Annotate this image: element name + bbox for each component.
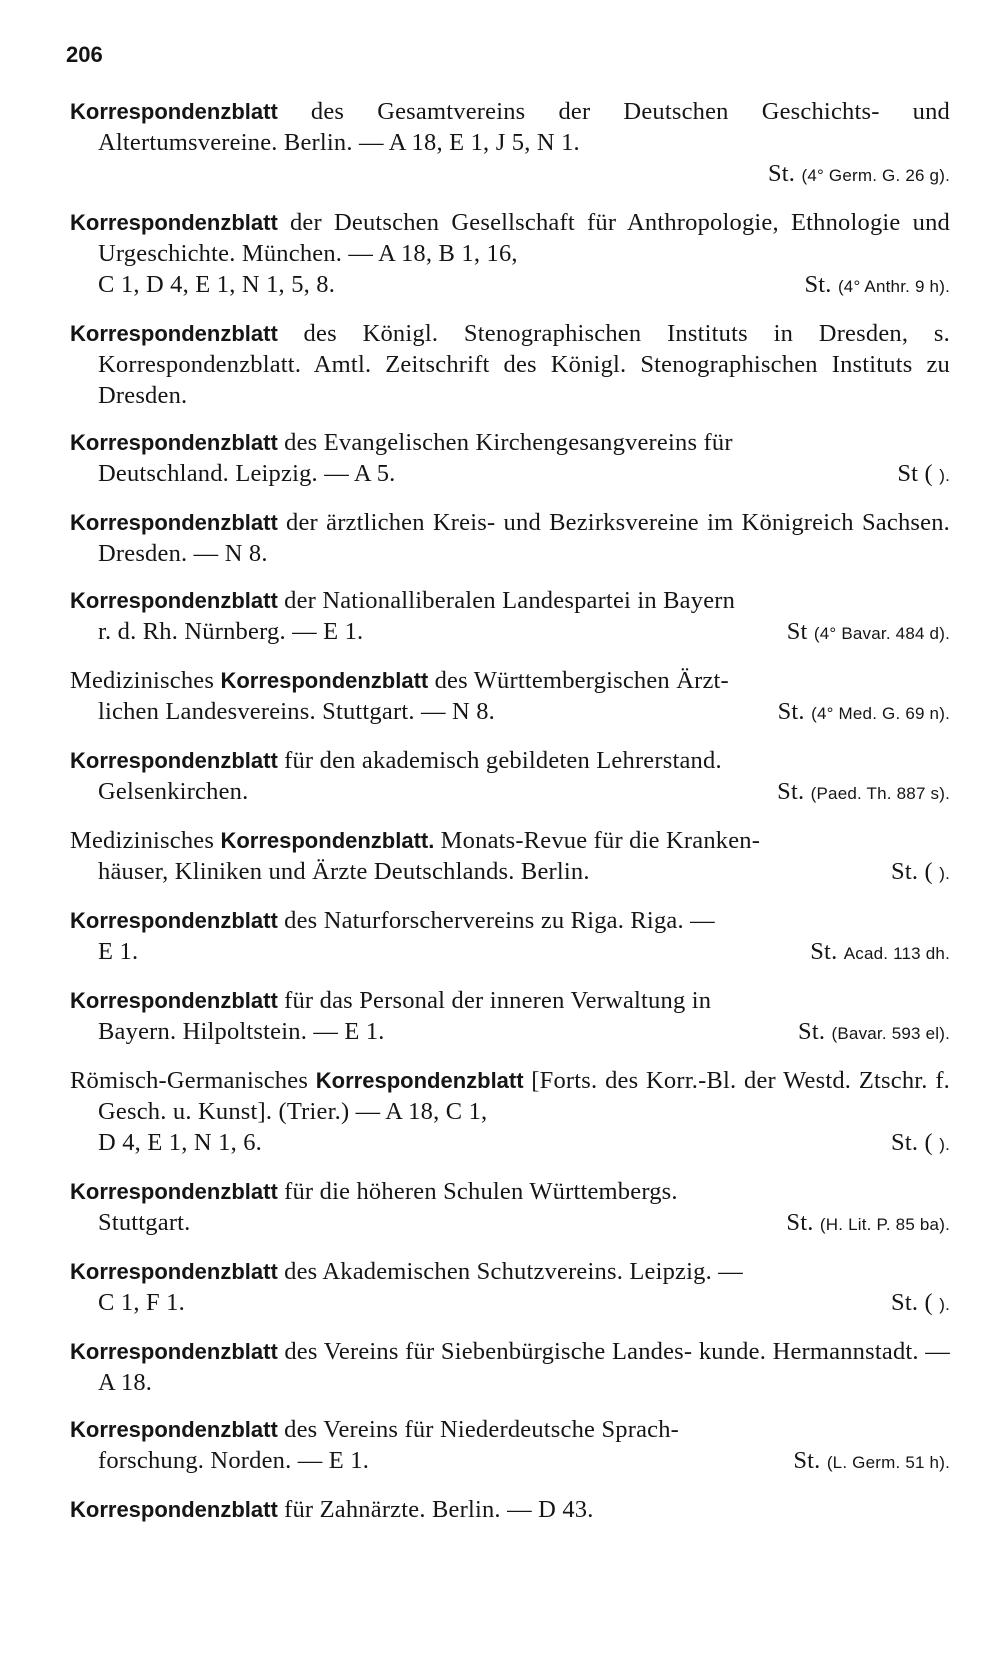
entry-tail-left: lichen Landesvereins. Stuttgart. — N 8. xyxy=(98,698,495,725)
catalog-entry xyxy=(70,1494,950,1525)
catalog-entry xyxy=(70,318,950,411)
entry-shelfmark xyxy=(777,776,950,809)
entry-tail-line xyxy=(98,776,950,809)
entry-location: St. xyxy=(767,160,796,187)
entry-shelfmark xyxy=(810,936,950,969)
entry-tail-line xyxy=(98,1287,950,1320)
entry-text: des Vereins für Siebenbürgische Landes- kunde. Hermannstadt. — A 18. xyxy=(98,1338,950,1396)
entry-tail-line xyxy=(98,1207,950,1240)
entry-text: des Gesamtvereins der Deutschen Geschichts- und Altertumsvereine. Berlin. — A 18, E 1, J 5, N 1. xyxy=(98,98,950,156)
entry-shelfmark xyxy=(793,1445,950,1478)
entry-keyword: Korrespondenzblatt xyxy=(70,1259,278,1284)
entry-shelfmark xyxy=(786,1207,950,1240)
entry-tail-left: r. d. Rh. Nürnberg. — E 1. xyxy=(98,618,364,645)
catalog-entry xyxy=(70,1336,950,1398)
entry-tail-line xyxy=(98,1127,950,1160)
entry-text: für Zahnärzte. Berlin. — D 43. xyxy=(277,1496,594,1523)
catalog-entry xyxy=(70,1065,950,1160)
catalog-entry xyxy=(70,745,950,809)
entry-keyword: Korrespondenzblatt xyxy=(315,1068,524,1093)
entry-signature: Acad. 113 dh. xyxy=(843,944,950,963)
catalog-entry xyxy=(70,96,950,191)
entry-tail-line xyxy=(98,1445,950,1478)
entry-signature: (Bavar. 593 el). xyxy=(831,1024,950,1043)
entry-shelfmark xyxy=(787,616,950,649)
entry-keyword: Korrespondenzblatt xyxy=(70,908,278,933)
entry-keyword: Korrespondenzblatt xyxy=(70,1497,278,1522)
catalog-entry xyxy=(70,1176,950,1240)
entry-tail-line xyxy=(98,696,950,729)
entry-text: des Akademischen Schutzvereins. Leipzig. — xyxy=(277,1258,743,1285)
entry-signature: (4° Germ. G. 26 g). xyxy=(801,166,950,185)
entry-keyword: Korrespondenzblatt xyxy=(220,668,429,693)
entry-keyword: Korrespondenzblatt xyxy=(70,510,278,535)
entry-keyword: Korrespondenzblatt xyxy=(70,1179,278,1204)
entry-location: St xyxy=(786,618,808,645)
catalog-entry xyxy=(70,1414,950,1478)
catalog-entries xyxy=(70,96,950,1541)
entry-shelfmark xyxy=(891,856,950,889)
entry-shelfmark xyxy=(891,1287,950,1320)
entry-location: St. ( xyxy=(891,1289,933,1316)
entry-keyword: Korrespondenzblatt xyxy=(70,988,278,1013)
entry-location: St. ( xyxy=(891,858,933,885)
entry-text: der Nationalliberalen Landespartei in Bayern xyxy=(277,587,736,614)
catalog-entry xyxy=(70,1256,950,1320)
entry-signature: (L. Germ. 51 h). xyxy=(826,1453,950,1472)
entry-shelfmark xyxy=(798,1016,950,1049)
entry-tail-left: C 1, D 4, E 1, N 1, 5, 8. xyxy=(98,271,336,298)
entry-keyword: Korrespondenzblatt. xyxy=(220,828,435,853)
entry-tail-line xyxy=(98,856,950,889)
entry-signature: (H. Lit. P. 85 ba). xyxy=(819,1215,950,1234)
entry-tail-left: D 4, E 1, N 1, 6. xyxy=(98,1129,263,1156)
entry-text: des Königl. Stenographischen Instituts in Dresden, s. Korrespondenzblatt. Amtl. Zeitschrift des Königl. Stenographischen Instituts zu Dresden. xyxy=(98,320,950,409)
entry-tail-left: häuser, Kliniken und Ärzte Deutschlands. Berlin. xyxy=(98,858,590,885)
entry-tail-left: C 1, F 1. xyxy=(98,1289,185,1316)
entry-location: St. xyxy=(777,778,805,805)
entry-keyword: Korrespondenzblatt xyxy=(70,210,278,235)
entry-text: der Deutschen Gesellschaft für Anthropologie, Ethnologie und Urgeschichte. München. — A 18, B 1, 16, xyxy=(98,209,950,267)
catalog-entry xyxy=(70,207,950,302)
entry-text: der ärztlichen Kreis- und Bezirksvereine im Königreich Sachsen. Dresden. — N 8. xyxy=(98,509,950,567)
entry-text: [Forts. des Korr.-Bl. der Westd. Ztschr. f. Gesch. u. Kunst]. (Trier.) — A 18, C 1, xyxy=(98,1067,950,1125)
entry-tail-left: forschung. Norden. — E 1. xyxy=(98,1447,370,1474)
entry-signature: (4° Med. G. 69 n). xyxy=(811,704,950,723)
entry-tail-left: Deutschland. Leipzig. — A 5. xyxy=(98,460,396,487)
entry-location: St. xyxy=(804,271,832,298)
entry-tail-left: Stuttgart. xyxy=(98,1209,191,1236)
entry-tail-line xyxy=(98,936,950,969)
entry-shelfmark xyxy=(804,269,950,302)
catalog-entry xyxy=(70,905,950,969)
entry-location: St. xyxy=(798,1018,826,1045)
catalog-entry xyxy=(70,507,950,569)
entry-keyword: Korrespondenzblatt xyxy=(70,430,278,455)
entry-signature: (Paed. Th. 887 s). xyxy=(810,784,950,803)
entry-signature: (4° Anthr. 9 h). xyxy=(837,277,950,296)
entry-keyword: Korrespondenzblatt xyxy=(70,1417,278,1442)
entry-location: St. xyxy=(777,698,805,725)
entry-keyword: Korrespondenzblatt xyxy=(70,1339,278,1364)
entry-signature: ). xyxy=(939,1295,950,1314)
catalog-entry xyxy=(70,665,950,729)
entry-prefix: Römisch-Germanisches xyxy=(70,1067,316,1094)
entry-shelfmark xyxy=(768,158,950,191)
catalog-entry xyxy=(70,985,950,1049)
entry-text: Monats-Revue für die Kranken- xyxy=(434,827,761,854)
entry-location: St. xyxy=(810,938,838,965)
entry-text: für die höheren Schulen Württembergs. xyxy=(277,1178,678,1205)
entry-tail-line xyxy=(98,458,950,491)
catalog-entry xyxy=(70,427,950,491)
entry-location: St. ( xyxy=(891,1129,933,1156)
entry-tail-line xyxy=(98,269,950,302)
entry-shelfmark xyxy=(897,458,950,491)
entry-tail-left: E 1. xyxy=(98,938,139,965)
entry-text: des Vereins für Niederdeutsche Sprach- xyxy=(277,1416,680,1443)
entry-keyword: Korrespondenzblatt xyxy=(70,748,278,773)
catalog-entry xyxy=(70,825,950,889)
catalog-entry xyxy=(70,585,950,649)
entry-tail-line xyxy=(98,616,950,649)
entry-text: für das Personal der inneren Verwaltung in xyxy=(277,987,712,1014)
entry-signature: ). xyxy=(939,1135,950,1154)
entry-tail-left: Bayern. Hilpoltstein. — E 1. xyxy=(98,1018,385,1045)
entry-prefix: Medizinisches xyxy=(70,667,221,694)
entry-tail-line xyxy=(98,158,950,191)
entry-text: des Evangelischen Kirchengesangvereins für xyxy=(277,429,733,456)
entry-keyword: Korrespondenzblatt xyxy=(70,588,278,613)
entry-location: St. xyxy=(793,1447,821,1474)
entry-keyword: Korrespondenzblatt xyxy=(70,321,278,346)
entry-text: des Württembergischen Ärzt- xyxy=(428,667,729,694)
entry-location: St ( xyxy=(897,460,933,487)
page-number: 206 xyxy=(66,42,103,67)
entry-text: des Naturforschervereins zu Riga. Riga. — xyxy=(277,907,715,934)
entry-signature: ). xyxy=(939,864,950,883)
entry-shelfmark xyxy=(778,696,950,729)
entry-shelfmark xyxy=(891,1127,950,1160)
entry-tail-left: Gelsenkirchen. xyxy=(98,778,249,805)
entry-prefix: Medizinisches xyxy=(70,827,221,854)
entry-text: für den akademisch gebildeten Lehrerstand. xyxy=(277,747,722,774)
entry-signature: ). xyxy=(939,466,950,485)
entry-tail-line xyxy=(98,1016,950,1049)
entry-location: St. xyxy=(786,1209,814,1236)
entry-signature: (4° Bavar. 484 d). xyxy=(813,624,950,643)
entry-keyword: Korrespondenzblatt xyxy=(70,99,278,124)
